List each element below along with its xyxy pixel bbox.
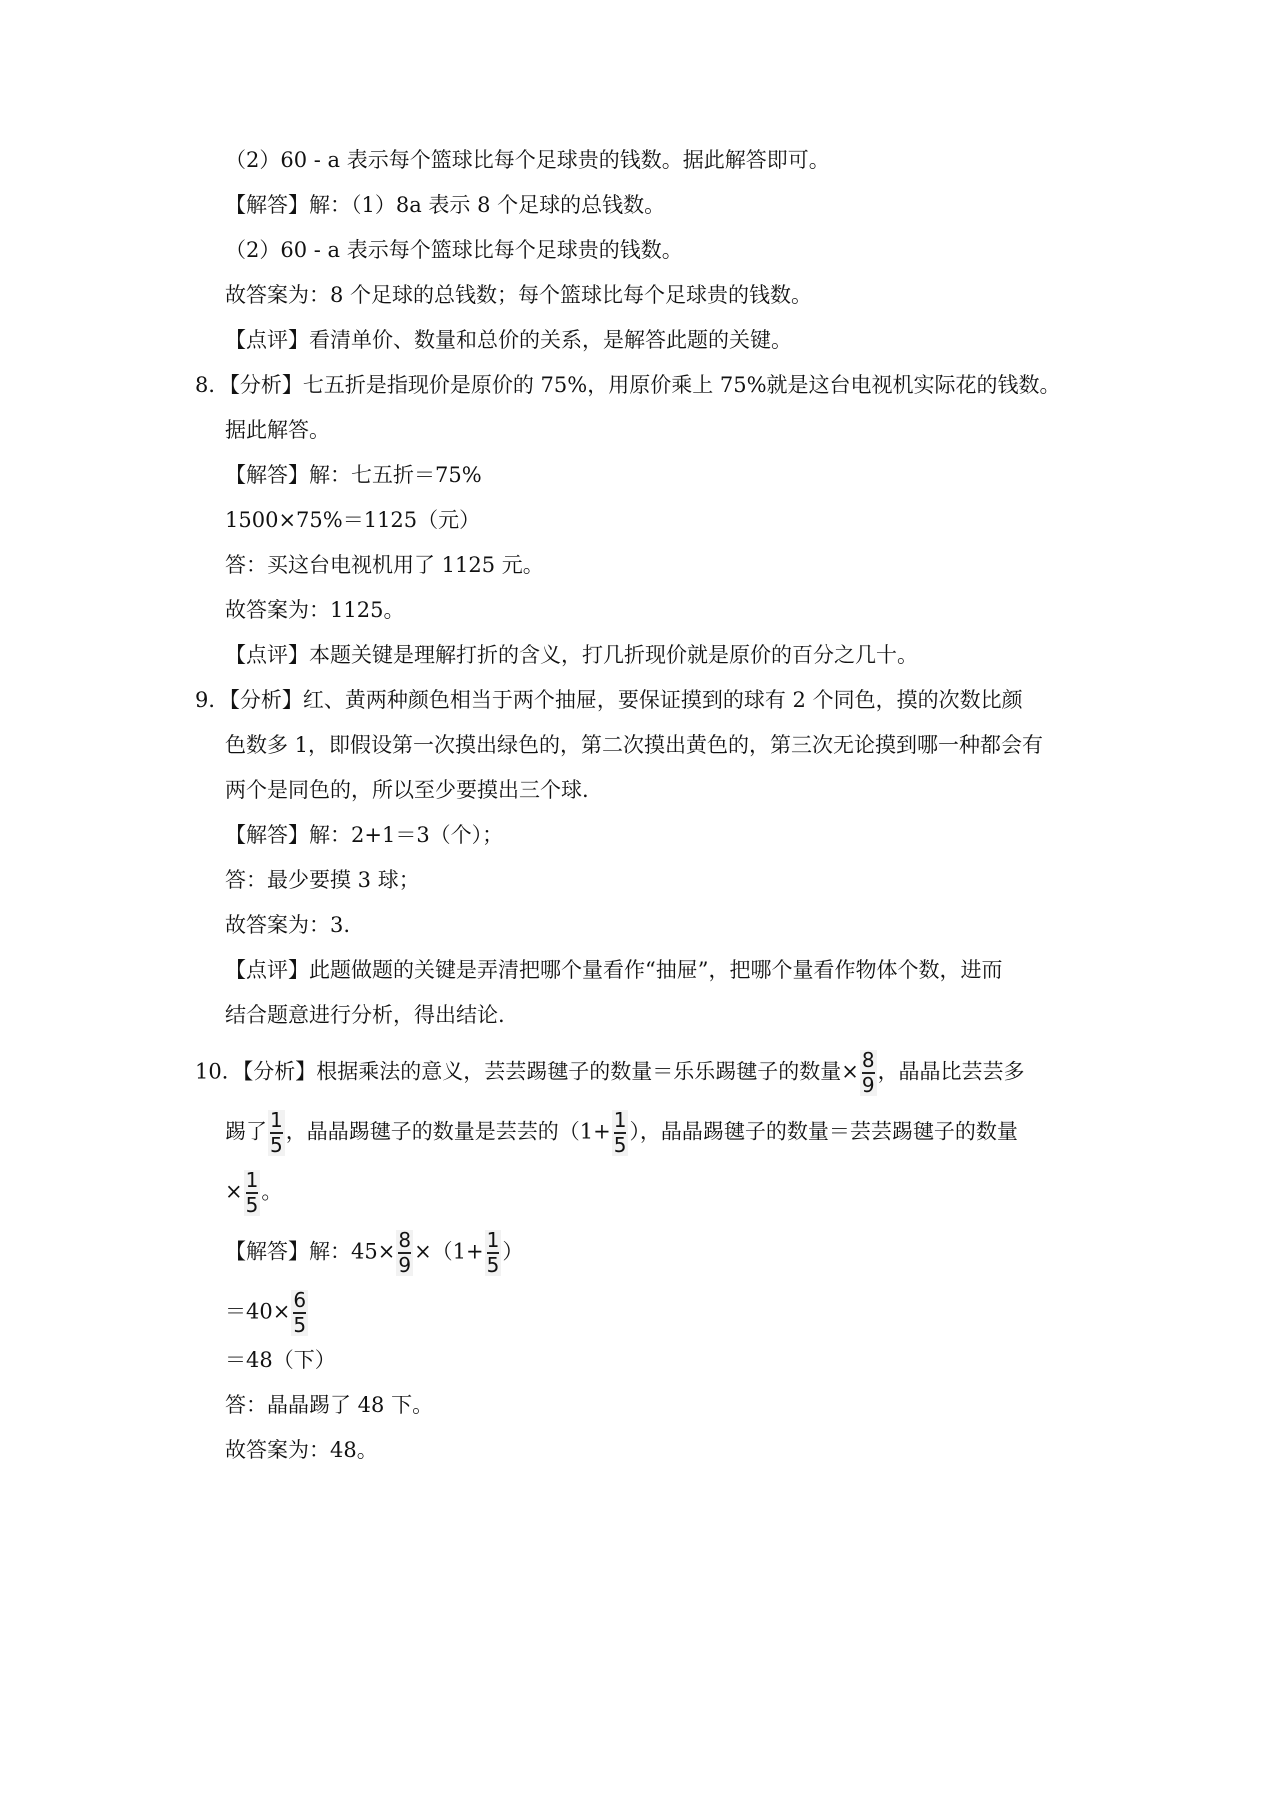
text-line: 故答案为：1125。 (225, 598, 405, 622)
text-line (225, 1170, 282, 1216)
text-segment: 【解答】解：45× (225, 1239, 396, 1264)
fraction-1-5: $\frac{1}{5}$ (486, 1228, 500, 1277)
text-segment: ×（1+ (414, 1239, 484, 1264)
fraction-6-5: $\frac{6}{5}$ (293, 1288, 307, 1337)
text-segment: × (225, 1179, 243, 1204)
fraction-8-9: $\frac{8}{9}$ (861, 1048, 875, 1097)
text-line: （2）60 - a 表示每个篮球比每个足球贵的钱数。 (225, 238, 683, 262)
text-line (225, 1230, 523, 1276)
text-line: 色数多 1，即假设第一次摸出绿色的，第二次摸出黄色的，第三次无论摸到哪一种都会有 (225, 733, 1044, 757)
text-line: 答：买这台电视机用了 1125 元。 (225, 553, 544, 577)
fraction-8-9: $\frac{8}{9}$ (398, 1228, 412, 1277)
text-segment: ） (502, 1239, 524, 1264)
text-segment: ，晶晶踢毽子的数量是芸芸的（1+ (285, 1119, 611, 1144)
text-line: 【解答】解：2+1＝3（个）； (225, 823, 504, 847)
text-line: 【点评】此题做题的关键是弄清把哪个量看作“抽屉”，把哪个量看作物体个数，进而 (225, 958, 1003, 982)
question-9-analysis: 9．【分析】红、黄两种颜色相当于两个抽屉，要保证摸到的球有 2 个同色，摸的次数比颜 (195, 688, 1023, 712)
text-line: 故答案为：48。 (225, 1438, 378, 1462)
text-segment: 踢了 (225, 1119, 267, 1144)
text-line (225, 1290, 309, 1336)
text-line (225, 1110, 1018, 1156)
fraction-1-5: $\frac{1}{5}$ (613, 1108, 627, 1157)
text-line: 【点评】本题关键是理解打折的含义，打几折现价就是原价的百分之几十。 (225, 643, 918, 667)
fraction-1-5: $\frac{1}{5}$ (270, 1108, 283, 1157)
text-line: 1500×75%＝1125（元） (225, 508, 481, 532)
text-line: 结合题意进行分析，得出结论. (225, 1003, 505, 1027)
text-line: 据此解答。 (225, 418, 330, 442)
text-line: 答：最少要摸 3 球； (225, 868, 420, 892)
text-line: 【点评】看清单价、数量和总价的关系，是解答此题的关键。 (225, 328, 792, 352)
text-line: （2）60 - a 表示每个篮球比每个足球贵的钱数。据此解答即可。 (225, 148, 830, 172)
text-segment: ），晶晶踢毽子的数量＝芸芸踢毽子的数量 (629, 1119, 1018, 1144)
text-line: 故答案为：3. (225, 913, 351, 937)
question-10-analysis (195, 1050, 1025, 1096)
text-line: 【解答】解：七五折＝75% (225, 463, 482, 487)
question-8-analysis: 8．【分析】七五折是指现价是原价的 75%，用原价乘上 75%就是这台电视机实际花的钱数。 (195, 373, 1061, 397)
text-segment: 。 (261, 1179, 283, 1204)
fraction-1-5: $\frac{1}{5}$ (245, 1168, 259, 1217)
text-segment: ，晶晶比芸芸多 (877, 1059, 1025, 1084)
text-line: 答：晶晶踢了 48 下。 (225, 1393, 434, 1417)
text-line: 【解答】解：（1）8a 表示 8 个足球的总钱数。 (225, 193, 666, 217)
text-segment: 10．【分析】根据乘法的意义，芸芸踢毽子的数量＝乐乐踢毽子的数量× (195, 1059, 859, 1084)
text-segment: ＝40× (225, 1299, 291, 1324)
text-line: ＝48（下） (225, 1348, 336, 1372)
text-line: 故答案为：8 个足球的总钱数；每个篮球比每个足球贵的钱数。 (225, 283, 813, 307)
text-line: 两个是同色的，所以至少要摸出三个球. (225, 778, 589, 802)
